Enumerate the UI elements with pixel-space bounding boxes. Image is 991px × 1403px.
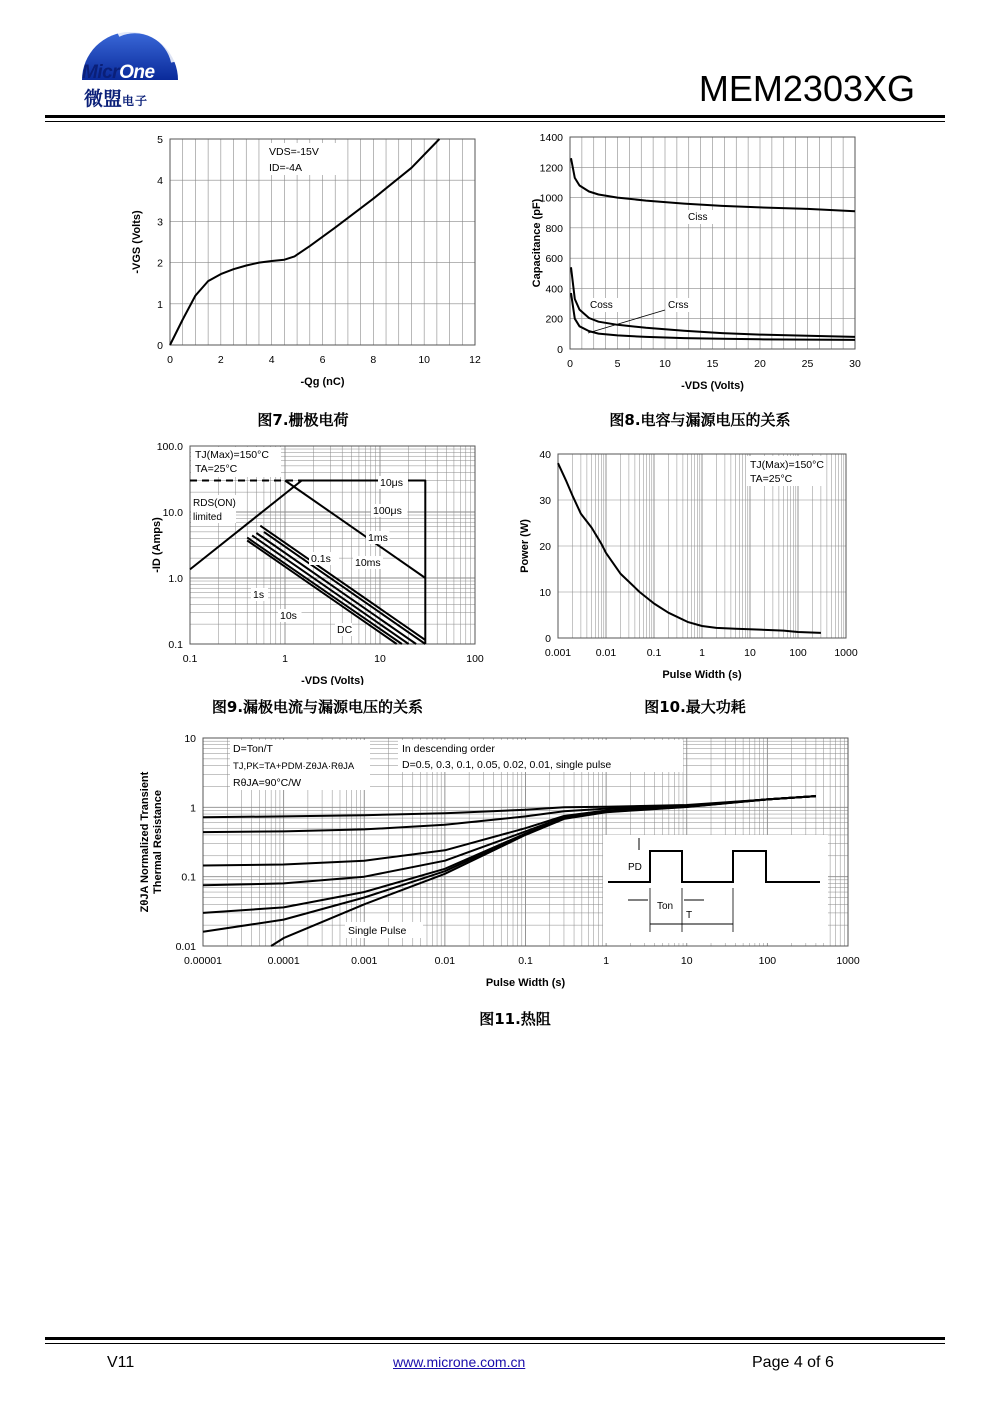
y-tick-label: 0: [557, 344, 563, 356]
x-tick-label: 100: [789, 647, 807, 659]
fig7-caption: 图7.栅极电荷: [257, 411, 349, 429]
annotation-10ms: 10ms: [355, 557, 381, 569]
x-tick-label: 0: [167, 354, 173, 366]
x-axis-label: Pulse Width (s): [662, 669, 742, 681]
annotation-tj: TJ(Max)=150°C: [750, 459, 824, 471]
safe-operating-area-chart: [125, 440, 490, 685]
y-tick-label: 800: [545, 222, 563, 235]
x-axis-label: -VDS (Volts): [301, 675, 364, 685]
header-rule: [45, 115, 945, 118]
annotation-single-pulse: Single Pulse: [348, 925, 407, 937]
y-tick-label: 600: [545, 253, 563, 266]
y-tick-label: 1400: [539, 132, 563, 144]
footer-url-link[interactable]: www.microne.com.cn: [393, 1354, 526, 1370]
y-tick-label: 10: [184, 733, 196, 745]
x-tick-label: 0.1: [182, 653, 198, 665]
label-ciss: Ciss: [688, 212, 708, 223]
annotation-duty: D=Ton/T: [233, 743, 273, 755]
x-tick-label: 1: [699, 647, 705, 659]
x-tick-label: 100: [466, 653, 484, 665]
y-tick-label: 0.1: [168, 639, 183, 651]
annotation-1s: 1s: [253, 589, 265, 601]
x-axis-label: -Qg (nC): [300, 376, 345, 388]
logo-chinese-name: 微盟电子: [84, 88, 149, 110]
annotation-rds-label: RDS(ON): [193, 498, 236, 509]
y-tick-label: 20: [539, 541, 551, 553]
annotation-pd: PD: [628, 862, 642, 873]
fig11-caption: 图11.热阻: [479, 1010, 551, 1028]
y-axis-label-line1: ZθJA Normalized Transient: [139, 771, 151, 913]
annotation-vds: VDS=-15V: [269, 146, 319, 158]
x-tick-label: 1000: [834, 647, 858, 659]
part-number: MEM2303XG: [698, 68, 915, 109]
pulse-inset: [603, 835, 828, 943]
max-power-chart: [510, 440, 875, 685]
footer-rule-thin: [45, 1343, 945, 1344]
y-tick-label: 1200: [539, 162, 563, 175]
x-tick-label: 30: [849, 358, 861, 370]
x-tick-label: 0.0001: [267, 955, 300, 967]
y-tick-label: 1000: [539, 192, 563, 205]
x-tick-label: 10: [680, 955, 693, 967]
y-tick-label: 100.0: [156, 441, 183, 453]
x-tick-label: 1: [282, 653, 288, 665]
x-tick-label: 0.01: [434, 955, 456, 967]
annotation-duty-list: D=0.5, 0.3, 0.1, 0.05, 0.02, 0.01, single pulse: [402, 759, 612, 771]
annotation-ta: TA=25°C: [195, 463, 238, 475]
fig8-caption: 图8.电容与漏源电压的关系: [609, 411, 791, 429]
y-axis-label: -VGS (Volts): [131, 210, 143, 274]
y-tick-label: 30: [539, 495, 551, 507]
company-logo: [78, 22, 182, 110]
capacitance-chart: [510, 130, 875, 395]
annotation-rds-limited: limited: [193, 512, 222, 523]
footer-version: V11: [107, 1354, 135, 1371]
series-line-ciss: [571, 158, 855, 211]
y-axis-label: -ID (Amps): [151, 517, 163, 573]
y-tick-label: 0.01: [175, 941, 196, 953]
x-tick-label: 0.00001: [184, 955, 222, 967]
x-axis-label: -VDS (Volts): [681, 380, 744, 392]
x-tick-label: 5: [614, 358, 621, 370]
annotation-01s: 0.1s: [311, 553, 331, 565]
y-tick-label: 0: [545, 633, 551, 645]
logo-wordmark: MicrOne: [82, 62, 155, 83]
x-tick-label: 0.001: [351, 955, 378, 967]
footer-page-number: Page 4 of 6: [752, 1354, 834, 1371]
x-tick-label: 0.001: [544, 647, 572, 659]
x-tick-label: 1000: [836, 955, 860, 967]
x-tick-label: 2: [217, 354, 224, 366]
x-tick-label: 6: [319, 354, 326, 366]
fig9-caption: 图9.漏极电流与漏源电压的关系: [211, 698, 424, 716]
annotation-tj: TJ(Max)=150°C: [195, 449, 269, 461]
label-crss: Crss: [668, 300, 689, 311]
y-tick-label: 3: [157, 216, 163, 229]
x-tick-label: 0.1: [646, 647, 662, 659]
x-tick-label: 4: [268, 354, 275, 366]
annotation-rtheta: RθJA=90°C/W: [233, 777, 302, 789]
x-tick-label: 12: [469, 354, 481, 366]
y-tick-label: 200: [545, 313, 563, 326]
x-tick-label: 8: [370, 354, 377, 366]
x-tick-label: 100: [758, 955, 777, 967]
fig10-caption: 图10.最大功耗: [644, 698, 746, 716]
y-tick-label: 1: [190, 802, 196, 815]
series-line-power: [558, 463, 821, 633]
x-tick-label: 10: [659, 358, 671, 370]
annotation-tjpk: TJ,PK=TA+PDM·ZθJA·RθJA: [233, 761, 355, 772]
y-tick-label: 2: [157, 257, 163, 270]
x-tick-label: 10: [418, 354, 431, 366]
x-tick-label: 0.1: [518, 955, 533, 967]
thermal-resistance-chart: [130, 728, 865, 996]
x-tick-label: 1: [603, 955, 610, 967]
x-tick-label: 20: [754, 358, 766, 370]
annotation-100s: 100μs: [373, 505, 402, 517]
annotation-order: In descending order: [402, 743, 495, 755]
x-tick-label: 15: [706, 358, 719, 370]
y-tick-label: 40: [539, 449, 551, 461]
label-coss: Coss: [590, 300, 613, 311]
x-tick-label: 10: [374, 653, 386, 665]
header-rule-thin: [45, 121, 945, 122]
gate-charge-chart: [125, 130, 490, 395]
annotation-10s: 10μs: [380, 477, 403, 489]
y-axis-label: Power (W): [519, 519, 531, 573]
x-tick-label: 25: [801, 358, 814, 370]
x-axis-label: Pulse Width (s): [485, 977, 566, 989]
y-tick-label: 1.0: [168, 573, 183, 585]
x-tick-label: 10: [744, 647, 756, 659]
annotation-period: T: [686, 910, 693, 921]
y-tick-label: 10.0: [162, 507, 183, 519]
annotation-ta: TA=25°C: [750, 473, 793, 485]
y-axis-label-line2: Thermal Resistance: [152, 790, 164, 894]
annotation-1ms: 1ms: [368, 532, 388, 544]
footer-link-wrap: [393, 1354, 525, 1372]
annotation-10s: 10s: [280, 610, 297, 622]
y-tick-label: 0: [157, 340, 163, 352]
y-tick-label: 0.1: [181, 871, 196, 884]
x-tick-label: 0.01: [595, 647, 617, 659]
annotation-dc: DC: [337, 624, 353, 636]
annotation-ton: Ton: [657, 901, 674, 912]
y-tick-label: 5: [157, 134, 163, 146]
y-tick-label: 400: [545, 283, 563, 296]
annotation-id: ID=-4A: [269, 162, 302, 174]
footer-rule: [45, 1337, 945, 1340]
x-tick-label: 0: [567, 358, 573, 370]
y-tick-label: 1: [157, 298, 163, 311]
y-tick-label: 4: [157, 175, 163, 188]
y-tick-label: 10: [539, 587, 551, 599]
y-axis-label: Capacitance (pF): [531, 198, 543, 288]
